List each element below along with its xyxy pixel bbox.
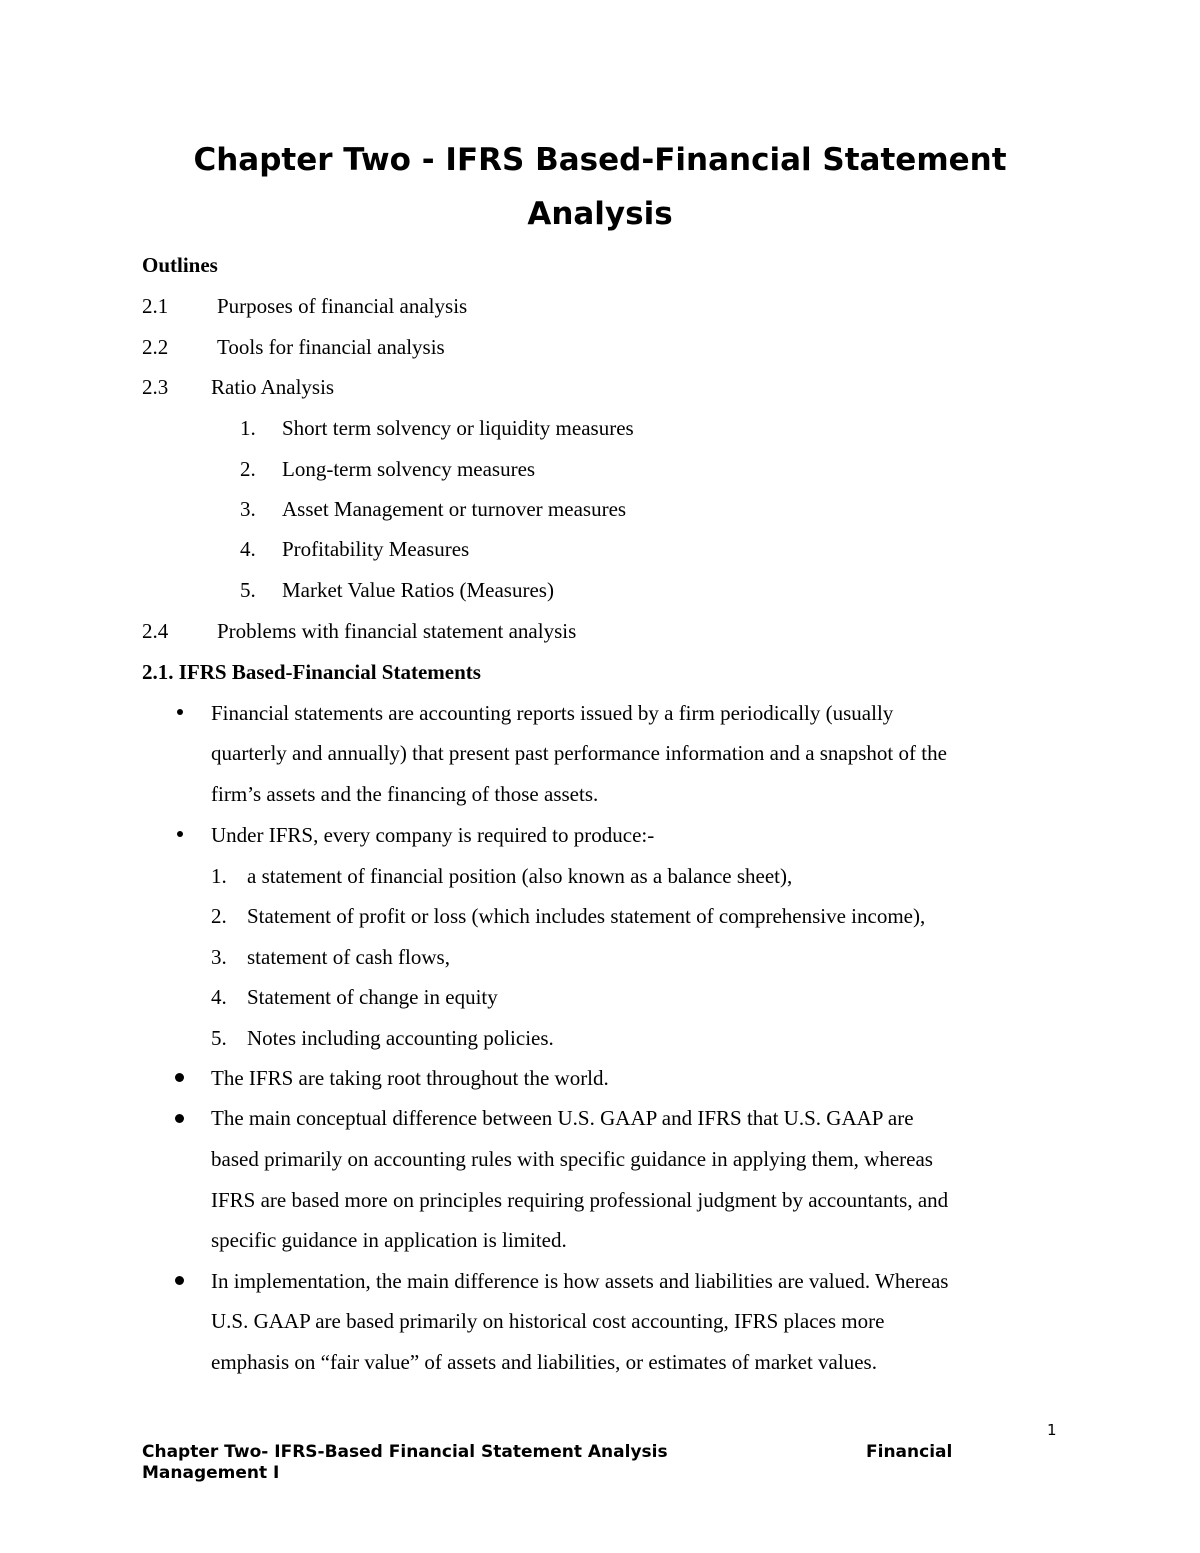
chapter-title bbox=[140, 133, 1060, 241]
required-statement-item: 5. Notes including accounting policies. bbox=[211, 1026, 554, 1050]
outline-item: 2.1 Purposes of financial analysis bbox=[142, 294, 468, 318]
bullet-1-line-3: firm’s assets and the financing of those assets. bbox=[211, 782, 599, 806]
bullet-3-line-1: The IFRS are taking root throughout the world. bbox=[211, 1066, 609, 1090]
bullet-4-line-4: specific guidance in application is limited. bbox=[211, 1228, 567, 1252]
outline-item: 2.2 Tools for financial analysis bbox=[142, 335, 445, 359]
required-statement-item: 4. Statement of change in equity bbox=[211, 985, 498, 1009]
footer-right: Financial bbox=[866, 1442, 953, 1462]
ratio-subitem: 3. Asset Management or turnover measures bbox=[240, 497, 627, 521]
bullet-icon bbox=[177, 709, 183, 715]
outlines-heading: Outlines bbox=[142, 253, 218, 277]
bullet-5-line-3: emphasis on “fair value” of assets and liabilities, or estimates of market values. bbox=[211, 1350, 877, 1374]
required-statement-item: 3. statement of cash flows, bbox=[211, 945, 450, 969]
ratio-subitem: 4. Profitability Measures bbox=[240, 537, 470, 561]
bullet-icon bbox=[175, 1073, 184, 1082]
ratio-subitem: 2. Long-term solvency measures bbox=[240, 457, 536, 481]
bullet-1-line-2: quarterly and annually) that present past performance information and a snapshot of the bbox=[211, 741, 947, 765]
section-heading: 2.1. IFRS Based-Financial Statements bbox=[142, 660, 481, 684]
ratio-subitem: 5. Market Value Ratios (Measures) bbox=[240, 578, 554, 602]
page-number: 1 bbox=[1047, 1421, 1057, 1439]
bullet-4-line-3: IFRS are based more on principles requiring professional judgment by accountants, and bbox=[211, 1188, 949, 1212]
chapter-title-line-1: Chapter Two - IFRS Based-Financial Statement bbox=[193, 142, 1007, 178]
footer-line-2: Management I bbox=[142, 1463, 280, 1483]
bullet-5-line-2: U.S. GAAP are based primarily on historical cost accounting, IFRS places more bbox=[211, 1309, 885, 1333]
chapter-title-line-2: Analysis bbox=[527, 196, 673, 232]
bullet-4-line-1: The main conceptual difference between U.S. GAAP and IFRS that U.S. GAAP are bbox=[211, 1106, 914, 1130]
bullet-5-line-1: In implementation, the main difference is how assets and liabilities are valued. Whereas bbox=[211, 1269, 949, 1293]
bullet-icon bbox=[177, 831, 183, 837]
bullet-2-line-1: Under IFRS, every company is required to produce:- bbox=[211, 823, 655, 847]
required-statement-item: 1. a statement of financial position (also known as a balance sheet), bbox=[211, 864, 793, 888]
ratio-subitem: 1. Short term solvency or liquidity measures bbox=[240, 416, 634, 440]
outline-item: 2.4 Problems with financial statement analysis bbox=[142, 619, 577, 643]
bullet-icon bbox=[175, 1114, 184, 1123]
required-statement-item: 2. Statement of profit or loss (which includes statement of comprehensive income), bbox=[211, 904, 926, 928]
footer-left: Chapter Two- IFRS-Based Financial Statement Analysis bbox=[142, 1442, 668, 1462]
bullet-4-line-2: based primarily on accounting rules with specific guidance in applying them, whereas bbox=[211, 1147, 933, 1171]
bullet-icon bbox=[175, 1276, 184, 1285]
outline-item: 2.3 Ratio Analysis bbox=[142, 375, 335, 399]
bullet-1-line-1: Financial statements are accounting reports issued by a firm periodically (usually bbox=[211, 701, 894, 725]
